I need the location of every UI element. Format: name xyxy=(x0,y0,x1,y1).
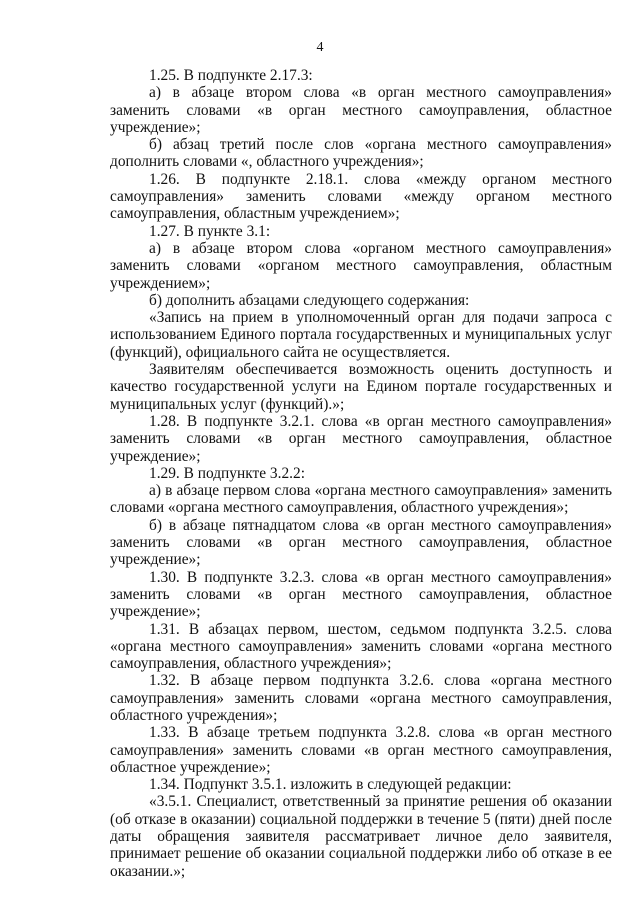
paragraph-1-26: 1.26. В подпункте 2.18.1. слова «между органом местного самоуправления» заменить словами «между органом местного самоуправления, областным учреждением»; xyxy=(110,170,612,223)
paragraph-1-27-a: а) в абзаце втором слова «органом местного самоуправления» заменить словами «органом местного самоуправления, областным учреждением»; xyxy=(110,239,612,292)
paragraph-1-25-a: а) в абзаце втором слова «в орган местного самоуправления» заменить словами «в орган местного самоуправления, областное учреждение»; xyxy=(110,84,612,136)
paragraph-1-28: 1.28. В подпункте 3.2.1. слова «в орган местного самоуправления» заменить словами «в орган местного самоуправления, областное учреждение»; xyxy=(110,412,612,465)
paragraph-1-25-b: б) абзац третий после слов «органа местного самоуправления» дополнить словами «, областного учреждения»; xyxy=(110,136,612,171)
paragraph-1-29: 1.29. В подпункте 3.2.2: xyxy=(149,464,305,482)
paragraph-1-33: 1.33. В абзаце третьем подпункта 3.2.8. слова «в орган местного самоуправления» заменить словами «в орган местного самоуправления, областное учреждение»; xyxy=(110,724,612,776)
page-number: 4 xyxy=(316,40,324,55)
paragraph-1-31: 1.31. В абзацах первом, шестом, седьмом подпункта 3.2.5. слова «органа местного самоуправления» заменить словами «органа местного самоуправления, областного учреждения»; xyxy=(110,620,612,673)
paragraph-1-29-a: а) в абзаце первом слова «органа местного самоуправления» заменить словами «органа местного самоуправления, областного учреждения»; xyxy=(110,482,612,517)
paragraph-1-27: 1.27. В пункте 3.1: xyxy=(149,222,271,240)
document-body xyxy=(110,67,612,880)
paragraph-1-30: 1.30. В подпункте 3.2.3. слова «в орган местного самоуправления» заменить словами «в орган местного самоуправления, областное учреждение»; xyxy=(110,568,612,621)
paragraph-1-34: 1.34. Подпункт 3.5.1. изложить в следующей редакции: xyxy=(149,776,512,794)
paragraph-1-25: 1.25. В подпункте 2.17.3: xyxy=(149,67,313,84)
paragraph-quote-3-5-1: «3.5.1. Специалист, ответственный за принятие решения об оказании (об отказе в оказании) социальной поддержки в течение 5 (пяти) дней после даты обращения заявителя рассматривает личное дело заявителя, принимает решение об оказании социальной поддержки либо об отказе в ее оказании.»; xyxy=(110,793,612,880)
paragraph-quote-evaluation: Заявителям обеспечивается возможность оценить доступность и качество государственной услуги на Едином портале государственных и муниципальных услуг (функций).»; xyxy=(110,361,612,413)
paragraph-1-29-b: б) в абзаце пятнадцатом слова «в орган местного самоуправления» заменить словами «в орган местного самоуправления, областное учреждение»; xyxy=(110,516,612,569)
paragraph-quote-appointment: «Запись на прием в уполномоченный орган для подачи запроса с использованием Единого портала государственных и муниципальных услуг (функций), официального сайта не осуществляется. xyxy=(110,309,612,361)
paragraph-1-27-b: б) дополнить абзацами следующего содержания: xyxy=(149,291,470,309)
paragraph-1-32: 1.32. В абзаце первом подпункта 3.2.6. слова «органа местного самоуправления» заменить словами «органа местного самоуправления, областного учреждения»; xyxy=(110,672,612,724)
